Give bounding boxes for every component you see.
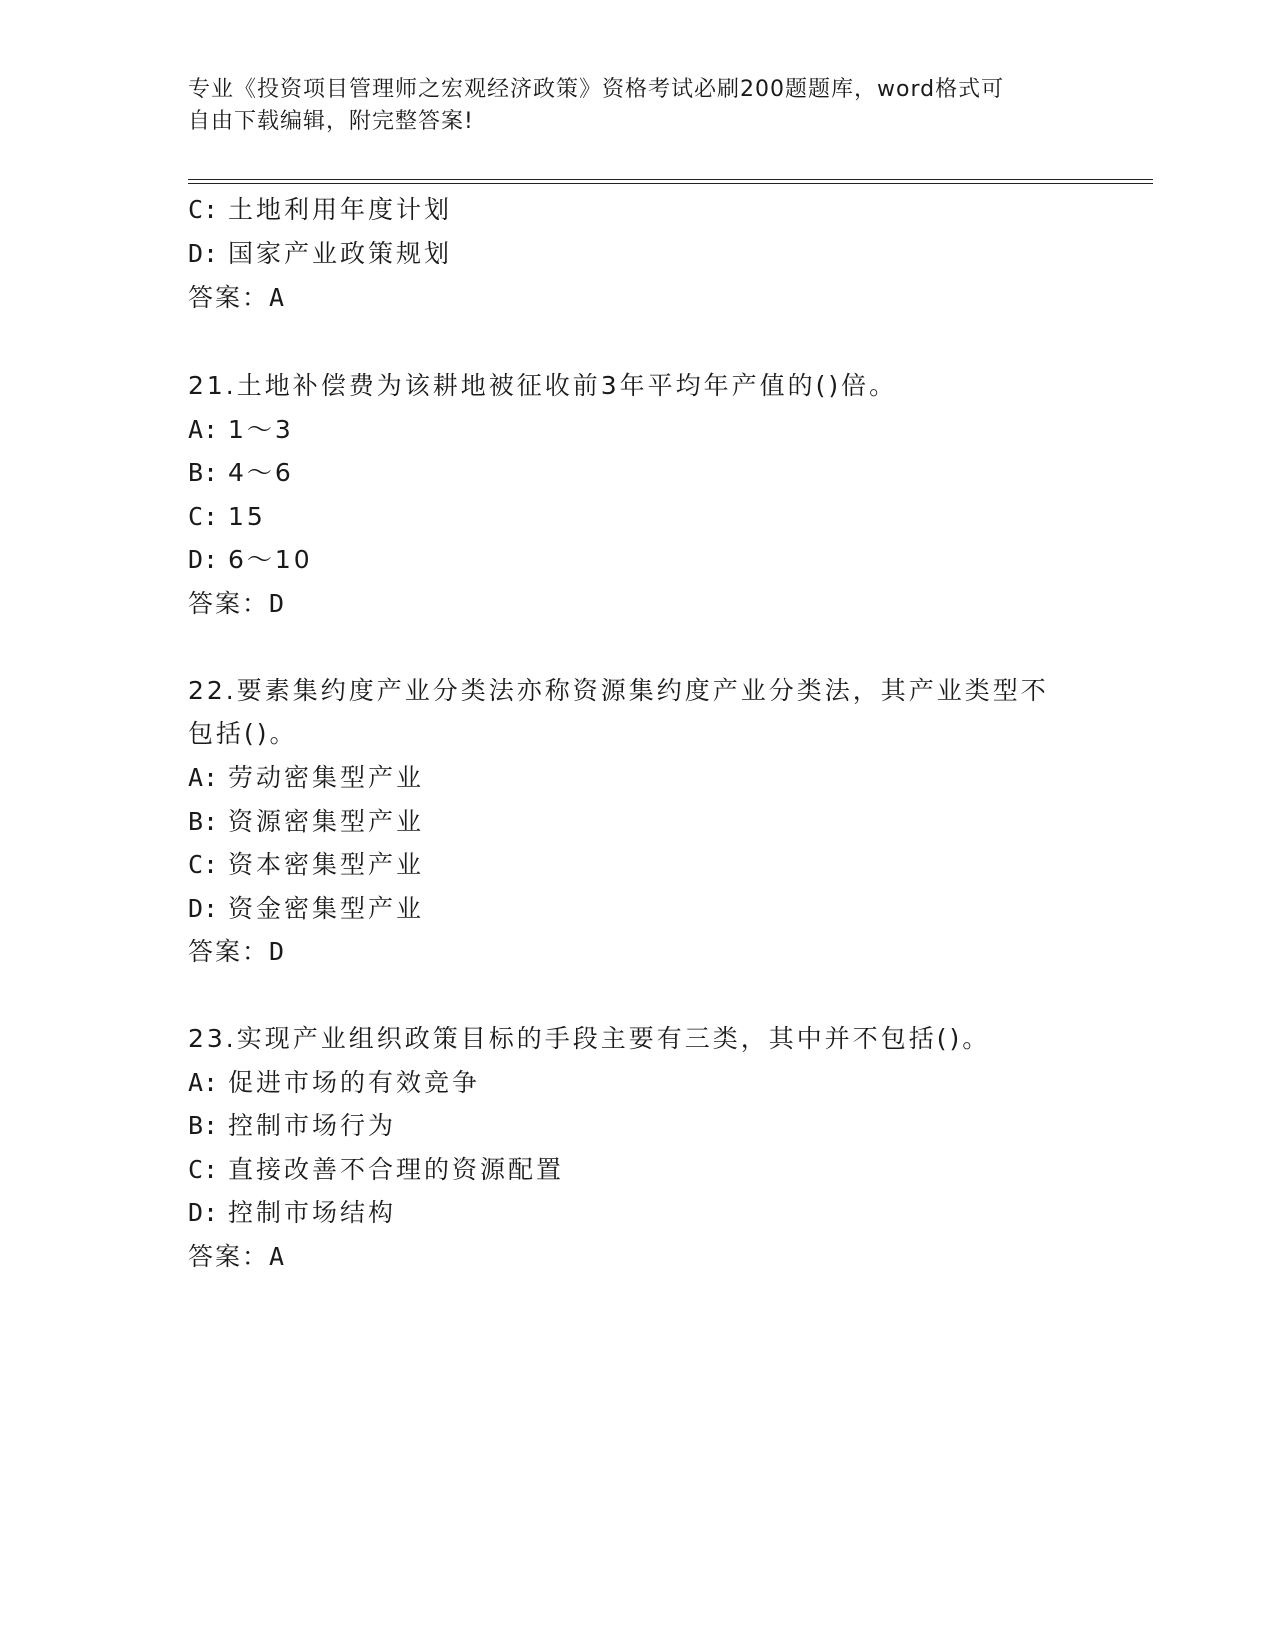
answer-value: D — [269, 937, 287, 966]
option-text: 国家产业政策规划 — [228, 239, 453, 268]
q21-option-d — [188, 544, 313, 576]
q21-option-a — [188, 414, 294, 446]
option-label: A: — [188, 763, 219, 792]
q23-option-b — [188, 1110, 396, 1142]
q22-stem-line-1: 22.要素集约度产业分类法亦称资源集约度产业分类法，其产业类型不 — [188, 676, 1049, 705]
q23-stem: 23.实现产业组织政策目标的手段主要有三类，其中并不包括()。 — [188, 1024, 991, 1053]
prev-option-d — [188, 238, 452, 270]
q21-option-c — [188, 501, 266, 533]
option-label: B: — [188, 807, 219, 836]
option-text: 土地利用年度计划 — [228, 195, 453, 224]
option-label: D: — [188, 545, 219, 574]
q22-option-d — [188, 893, 424, 925]
option-text: 直接改善不合理的资源配置 — [228, 1155, 565, 1184]
answer-label: 答案： — [188, 1242, 270, 1271]
option-label: C: — [188, 502, 219, 531]
option-label: A: — [188, 415, 219, 444]
q22-answer — [188, 936, 286, 968]
option-label: A: — [188, 1068, 219, 1097]
option-text: 资金密集型产业 — [228, 894, 425, 923]
q23-option-a — [188, 1067, 480, 1099]
answer-value: A — [269, 283, 287, 312]
option-label: D: — [188, 239, 219, 268]
q22-option-a — [188, 762, 424, 794]
answer-value: A — [269, 1242, 287, 1271]
option-label: B: — [188, 1111, 219, 1140]
prev-option-c — [188, 194, 452, 226]
q23-answer — [188, 1241, 286, 1273]
q22-option-c — [188, 849, 424, 881]
option-text: 资本密集型产业 — [228, 850, 425, 879]
document-header — [188, 74, 1068, 138]
q22-option-b — [188, 806, 424, 838]
q21-option-b — [188, 457, 294, 489]
q21-stem: 21.土地补偿费为该耕地被征收前3年平均年产值的()倍。 — [188, 371, 898, 400]
option-text: 劳动密集型产业 — [228, 763, 425, 792]
option-text: 15 — [228, 502, 266, 531]
option-text: 控制市场结构 — [228, 1198, 397, 1227]
header-divider-top — [188, 179, 1153, 180]
option-label: B: — [188, 458, 219, 487]
header-line-1: 专业《投资项目管理师之宏观经济政策》资格考试必刷200题题库，word格式可 — [188, 77, 1005, 102]
answer-label: 答案： — [188, 937, 270, 966]
option-label: D: — [188, 894, 219, 923]
prev-answer — [188, 282, 286, 314]
q21-answer — [188, 588, 286, 620]
header-divider-bottom — [188, 183, 1153, 184]
option-label: C: — [188, 195, 219, 224]
option-label: C: — [188, 1155, 219, 1184]
option-text: 6～10 — [228, 545, 313, 574]
option-text: 1～3 — [228, 415, 294, 444]
option-text: 促进市场的有效竞争 — [228, 1068, 481, 1097]
option-text: 控制市场行为 — [228, 1111, 397, 1140]
answer-value: D — [269, 589, 287, 618]
header-line-2: 自由下载编辑，附完整答案! — [188, 109, 474, 134]
answer-label: 答案： — [188, 589, 270, 618]
option-label: C: — [188, 850, 219, 879]
q23-option-c — [188, 1154, 564, 1186]
option-label: D: — [188, 1198, 219, 1227]
q23-option-d — [188, 1197, 396, 1229]
answer-label: 答案： — [188, 283, 270, 312]
q22-stem-line-2: 包括()。 — [188, 719, 298, 748]
option-text: 4～6 — [228, 458, 294, 487]
option-text: 资源密集型产业 — [228, 807, 425, 836]
